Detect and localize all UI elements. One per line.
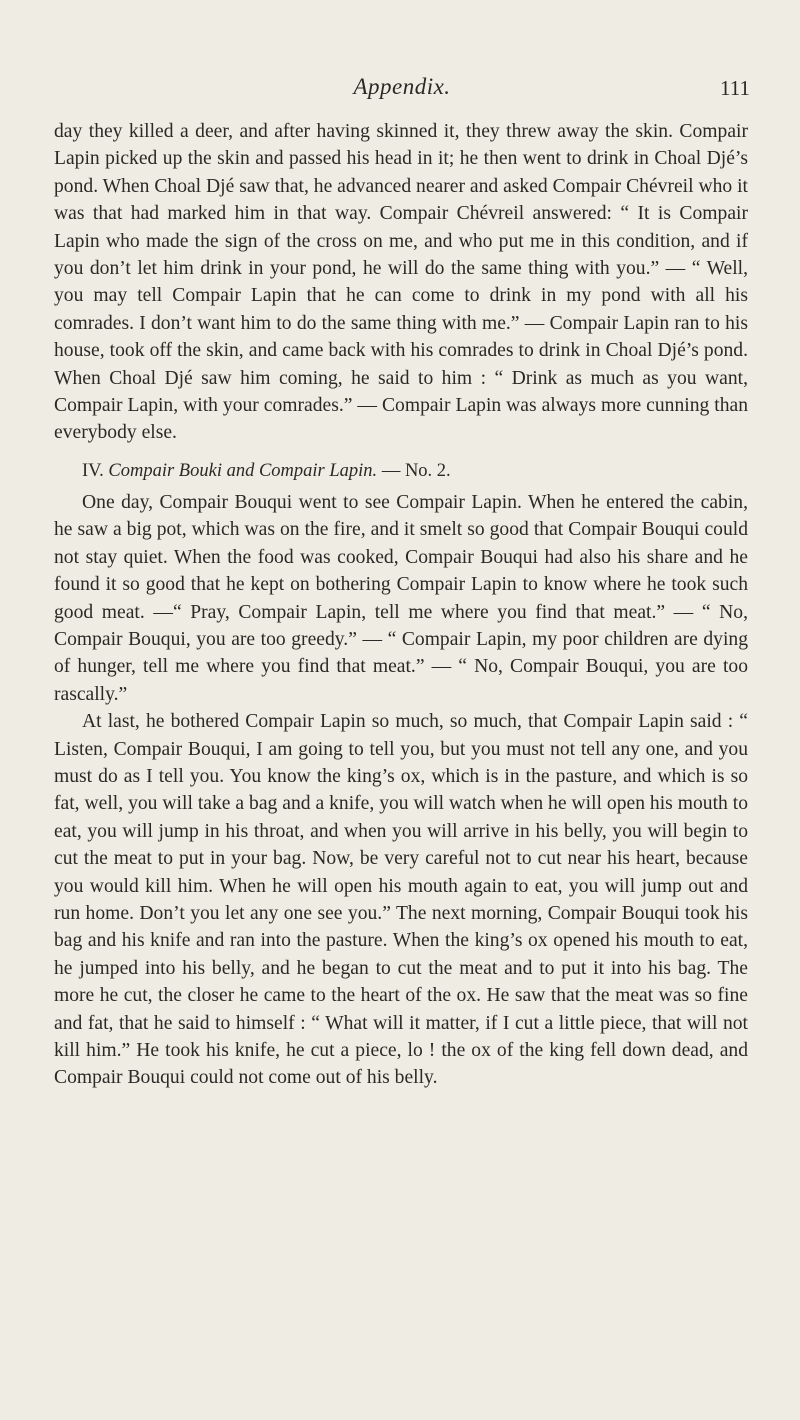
section-title: Compair Bouki and Compair Lapin. [108,460,378,481]
section-number: IV. [82,460,104,481]
paragraph-continued: day they killed a deer, and after having skinned it, they threw away the skin. Compair Lapin picked up the skin and passed his head in it; he then went to drink in Choal Djé’s pond. When Choal Djé saw that, he advanced nearer and asked Compair Chévreil who it was that had marked him in that way. Compair Chévreil answered: “ It is Compair Lapin who made the sign of the cross on me, and who put me in this condition, and if you don’t let him drink in your pond, he will do the same thing with you.” — “ Well, you may tell Compair Lapin that he can come to drink in my pond with all his comrades. I don’t want him to do the same thing with me.” — Compair Lapin ran to his house, took off the skin, and came back with his comrades to drink in Choal Djé’s pond. When Choal Djé saw him coming, he said to him : “ Drink as much as you want, Compair Lapin, with your comrades.” — Compair Lapin was always more cunning than everybody else. [54,121,748,444]
section-heading [82,459,748,483]
page-body [54,118,748,1092]
paragraph: At last, he bothered Compair Lapin so much, so much, that Compair Lapin said : “ Listen, Compair Bouqui, I am going to tell you, but you must not tell any one, and you must do as I tell you. You know the king’s ox, which is in the pasture, and which is so fat, well, you will take a bag and a knife, you will watch when he will open his mouth to eat, you will jump in his throat, and when you will arrive in his belly, you will begin to cut the meat to put in your bag. Now, be very careful not to cut near his heart, because you would kill him. When he will open his mouth again to eat, you will jump out and run home. Don’t you let any one see you.” The next morning, Compair Bouqui took his bag and his knife and ran into the pasture. When the king’s ox opened his mouth to eat, he jumped into his belly, and he began to cut the meat and to put it into his bag. The more he cut, the closer he came to the heart of the ox. He saw that the meat was so fine and fat, that he said to himself : “ What will it matter, if I cut a little piece, that will not kill him.” He took his knife, he cut a piece, lo ! the ox of the king fell down dead, and Compair Bouqui could not come out of his belly. [54,711,748,1089]
running-title: Appendix. [353,74,451,99]
page-header [54,74,750,108]
section-suffix: — No. 2. [381,460,451,481]
paragraph: One day, Compair Bouqui went to see Compair Lapin. When he entered the cabin, he saw a big pot, which was on the fire, and it smelt so good that Compair Bouqui could not stay quiet. When the food was cooked, Compair Bouqui had also his share and he found it so good that he kept on bothering Compair Lapin to know where he took such good meat. —“ Pray, Compair Lapin, tell me where you find that meat.” — “ No, Compair Bouqui, you are too greedy.” — “ Compair Lapin, my poor children are dying of hunger, tell me where you find that meat.” — “ No, Compair Bouqui, you are too rascally.” [54,491,748,705]
page-number: 111 [720,76,750,100]
